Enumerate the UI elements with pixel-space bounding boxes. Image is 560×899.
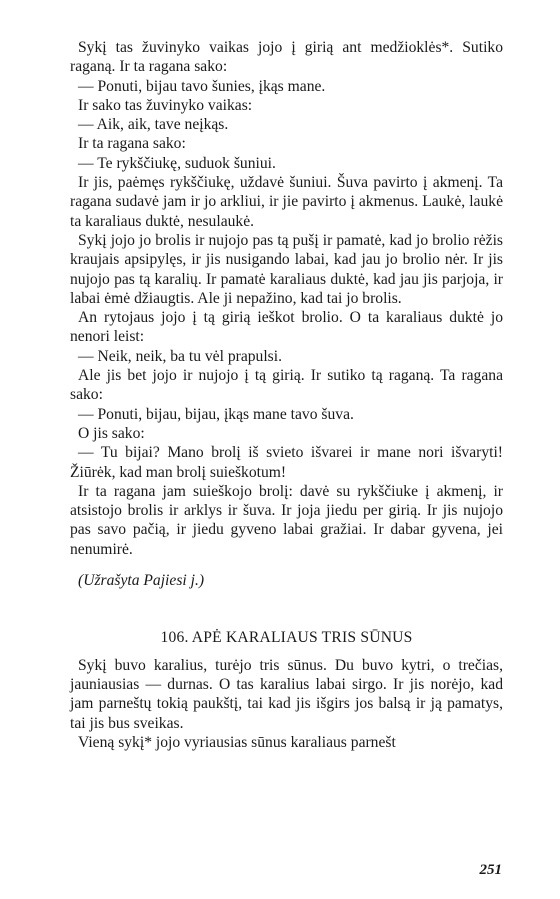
- dialogue-line: — Te rykščiukę, suduok šuniui.: [78, 154, 276, 172]
- paragraph: Ir jis, paėmęs rykščiukę, uždavė šuniui. Šuva pavirto į akmenį. Ta ragana sudavė jam ir jo arkliui, ir jie pavirto į akmenus. Laukė, laukė ta karaliaus duktė, nesulaukė.: [70, 174, 503, 230]
- paragraph: Ir sako tas žuvinyko vaikas:: [78, 96, 253, 114]
- dialogue-line: — Ponuti, bijau tavo šunies, įkąs mane.: [78, 77, 326, 95]
- dialogue-line: — Aik, aik, tave neįkąs.: [78, 116, 229, 134]
- dialogue-line: — Neik, neik, ba tu vėl prapulsi.: [78, 347, 282, 365]
- paragraph: Vieną sykį* jojo vyriausias sūnus karaliaus parnešt: [78, 733, 396, 751]
- chapter-heading: 106. APĖ KARALIAUS TRIS SŪNUS: [160, 629, 413, 647]
- page-number: 251: [479, 862, 502, 878]
- source-note: (Užrašyta Pajiesi j.): [78, 572, 205, 590]
- paragraph: Sykį buvo karalius, turėjo tris sūnus. Du buvo kytri, o trečias, jauniausias — durnas. O tas karalius labai sirgo. Ir jis norėjo, kad jam parneštų tokią paukštį, tai kad jis išgirs jos balsą ir ją pamatys, tai jis bus sveikas.: [70, 656, 503, 732]
- paragraph: Sykį tas žuvinyko vaikas jojo į girią ant medžioklės*. Sutiko raganą. Ir ta ragana sako:: [70, 39, 503, 76]
- paragraph: An rytojaus jojo į tą girią ieškot brolio. O ta karaliaus duktė jo nenori leist:: [70, 309, 503, 346]
- dialogue-line: — Ponuti, bijau, bijau, įkąs mane tavo šuva.: [78, 405, 354, 423]
- dialogue-line: — Tu bijai? Mano brolį iš svieto išvarei ir mane nori išvaryti! Žiūrėk, kad man brolį suieškotum!: [70, 444, 503, 481]
- paragraph: Ale jis bet jojo ir nujojo į tą girią. Ir sutiko tą raganą. Ta ragana sako:: [70, 367, 503, 404]
- paragraph: Ir ta ragana sako:: [78, 135, 186, 153]
- paragraph: O jis sako:: [78, 424, 145, 442]
- page-body: [70, 38, 503, 752]
- paragraph: Ir ta ragana jam suieškojo brolį: davė su rykščiuke į akmenį, ir atsistojo brolis ir arklys ir šuva. Ir joja jiedu per girią. Ir jis nujojo pas savo pačią, ir jiedu gyveno labai gražiai. Ir dabar gyvena, jei nenumirė.: [70, 482, 503, 558]
- paragraph: Sykį jojo jo brolis ir nujojo pas tą pušį ir pamatė, kad jo brolio rėžis kraujais apsipylęs, ir jis nusigando labai, kad jau jo brolio nėr. Ir jis nujojo pas tą karalių. Ir pamatė karaliaus duktė, kad jau jis parjoja, ir labai ėmė džiaugtis. Ale ji nepažino, kad tai jo brolis.: [70, 231, 503, 307]
